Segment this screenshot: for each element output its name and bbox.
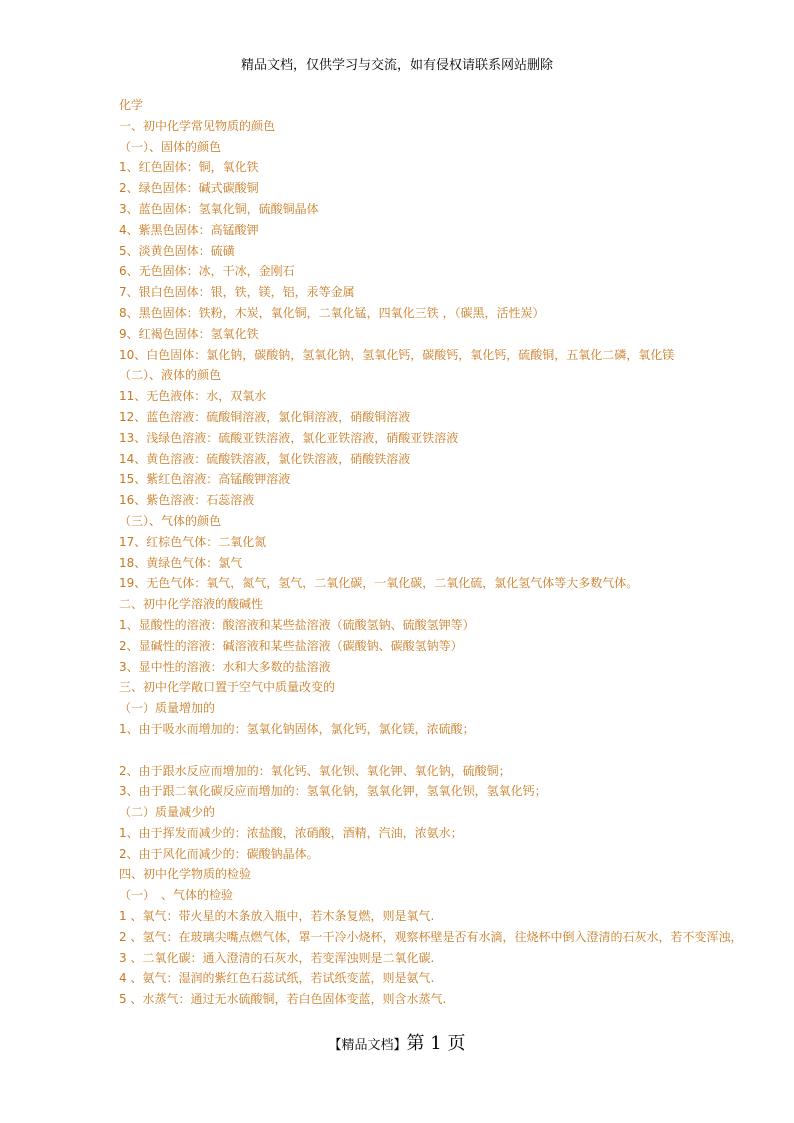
text-line: 四、初中化学物质的检验 xyxy=(119,867,252,882)
text-line: 2 、氢气：在玻璃尖嘴点燃气体，罩一干冷小烧杯，观察杯壁是否有水滴，往烧杯中倒入澄清的石灰水，若不变浑浊， xyxy=(119,929,743,944)
text-line: （二）质量减少的 xyxy=(119,805,216,820)
text-line: 化学 xyxy=(119,98,144,112)
text-line: （一）、固体的颜色 xyxy=(119,139,222,154)
text-line: 1、由于挥发而减少的：浓盐酸，浓硝酸，酒精，汽油，浓氨水； xyxy=(119,825,463,840)
text-line: 4、紫黑色固体：高锰酸钾 xyxy=(119,222,259,237)
text-line: 3、由于跟二氧化碳反应而增加的：氢氧化钠，氢氧化钾，氢氧化钡，氢氧化钙； xyxy=(119,784,547,799)
text-line: （一） 、气体的检验 xyxy=(119,888,234,903)
text-line: 1、红色固体：铜，氧化铁 xyxy=(119,160,259,175)
text-line: 1、由于吸水而增加的：氢氧化钠固体，氯化钙，氯化镁，浓硫酸； xyxy=(119,721,475,736)
text-line: 1 、氧气：带火星的木条放入瓶中，若木条复燃，则是氧气. xyxy=(119,909,435,924)
text-line: （三）、气体的颜色 xyxy=(119,513,222,528)
text-line: 三、初中化学敞口置于空气中质量改变的 xyxy=(119,680,336,695)
text-line: 3 、二氧化碳：通入澄清的石灰水，若变浑浊则是二氧化碳. xyxy=(119,950,435,965)
text-line: （一）质量增加的 xyxy=(119,701,216,716)
text-line: 8、黑色固体：铁粉，木炭，氧化铜，二氧化锰，四氧化三铁 ，（碳黑，活性炭） xyxy=(119,305,545,320)
text-line: 一、初中化学常见物质的颜色 xyxy=(119,118,276,133)
text-line: 4 、氨气：湿润的紫红色石蕊试纸，若试纸变蓝，则是氨气. xyxy=(119,971,435,986)
text-line: 3、显中性的溶液：水和大多数的盐溶液 xyxy=(119,659,331,674)
page-number: 第 1 页 xyxy=(406,1033,466,1054)
page-footer xyxy=(0,1032,794,1058)
text-line: 18、黄绿色气体：氯气 xyxy=(119,555,243,570)
header-text: 精品文档，仅供学习与交流，如有侵权请联系网站删除 xyxy=(240,58,553,73)
text-line: 7、银白色固体：银，铁，镁，铝，汞等金属 xyxy=(119,285,355,300)
blank-line xyxy=(119,740,791,761)
page-header xyxy=(0,57,794,75)
text-line: 二、初中化学溶液的酸碱性 xyxy=(119,597,264,612)
text-line: 9、红褐色固体：氢氧化铁 xyxy=(119,326,259,341)
text-line: 6、无色固体：冰，干冰，金刚石 xyxy=(119,264,295,279)
text-line: 17、红棕色气体：二氧化氮 xyxy=(119,534,267,549)
text-line: 10、白色固体：氯化钠，碳酸钠，氢氧化钠，氢氧化钙，碳酸钙，氧化钙，硫酸铜，五氧化二磷，氧化镁 xyxy=(119,347,675,362)
text-line: 13、浅绿色溶液：硫酸亚铁溶液，氯化亚铁溶液，硝酸亚铁溶液 xyxy=(119,430,459,445)
text-line: 19、无色气体：氧气，氮气，氢气，二氧化碳，一氧化碳，二氧化硫，氯化氢气体等大多数气体。 xyxy=(119,576,639,591)
text-line: 5 、水蒸气：通过无水硫酸铜，若白色固体变蓝，则含水蒸气. xyxy=(119,992,447,1007)
text-line: 2、显碱性的溶液：碱溶液和某些盐溶液（碳酸钠、碳酸氢钠等） xyxy=(119,638,463,653)
text-line: 3、蓝色固体：氢氧化铜，硫酸铜晶体 xyxy=(119,201,319,216)
text-line: 12、蓝色溶液：硫酸铜溶液，氯化铜溶液，硝酸铜溶液 xyxy=(119,409,411,424)
text-line: （二）、液体的颜色 xyxy=(119,368,222,383)
text-line: 16、紫色溶液：石蕊溶液 xyxy=(119,493,255,508)
text-line: 14、黄色溶液：硫酸铁溶液，氯化铁溶液，硝酸铁溶液 xyxy=(119,451,411,466)
text-line: 11、无色液体：水，双氧水 xyxy=(119,389,267,404)
document-body xyxy=(119,95,791,1010)
text-line: 15、紫红色溶液：高锰酸钾溶液 xyxy=(119,472,291,487)
footer-brand: 【精品文档】 xyxy=(328,1038,407,1053)
text-line: 2、由于风化而减少的：碳酸钠晶体。 xyxy=(119,846,319,861)
text-line: 1、显酸性的溶液：酸溶液和某些盐溶液（硫酸氢钠、硫酸氢钾等） xyxy=(119,617,475,632)
text-line: 2、由于跟水反应而增加的：氧化钙、氧化钡、氧化钾、氧化钠，硫酸铜； xyxy=(119,763,511,778)
text-line: 5、淡黄色固体：硫磺 xyxy=(119,243,235,258)
text-line: 2、绿色固体：碱式碳酸铜 xyxy=(119,181,259,196)
